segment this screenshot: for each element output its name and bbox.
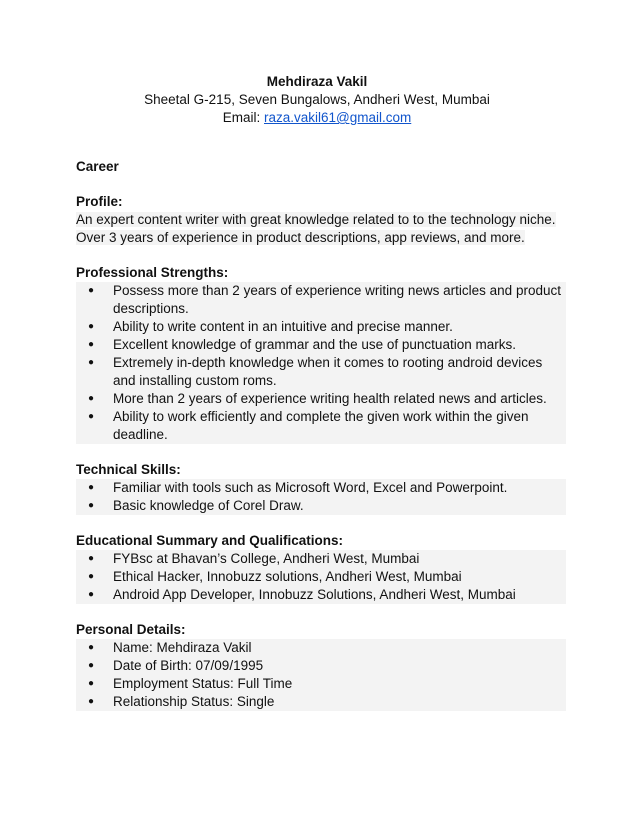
education-heading: Educational Summary and Qualifications: bbox=[76, 533, 344, 548]
bullet-icon: ● bbox=[88, 589, 95, 600]
list-item: ● FYBsc at Bhavan’s College, Andheri West, Mumbai bbox=[76, 550, 566, 568]
bullet-icon: ● bbox=[88, 500, 95, 511]
education-list bbox=[76, 550, 566, 604]
list-item: ● Ethical Hacker, Innobuzz solutions, Andheri West, Mumbai bbox=[76, 568, 566, 586]
list-item: ● Basic knowledge of Corel Draw. bbox=[76, 497, 566, 515]
candidate-name: Mehdiraza Vakil bbox=[266, 74, 368, 89]
resume-page bbox=[76, 73, 566, 711]
bullet-icon: ● bbox=[88, 571, 95, 582]
candidate-address: Sheetal G-215, Seven Bungalows, Andheri West, Mumbai bbox=[144, 92, 490, 107]
list-item: ● Familiar with tools such as Microsoft Word, Excel and Powerpoint. bbox=[76, 479, 566, 497]
bullet-icon: ● bbox=[88, 357, 95, 368]
bullet-icon: ● bbox=[88, 285, 95, 296]
list-item: ● Excellent knowledge of grammar and the use of punctuation marks. bbox=[76, 336, 566, 354]
resume-header bbox=[68, 73, 566, 127]
list-item: ● Name: Mehdiraza Vakil bbox=[76, 639, 566, 657]
list-item: ● Ability to work efficiently and complete the given work within the given deadline. bbox=[76, 408, 566, 444]
bullet-icon: ● bbox=[88, 642, 95, 653]
strengths-list bbox=[76, 282, 566, 444]
bullet-icon: ● bbox=[88, 482, 95, 493]
list-item: ● Extremely in-depth knowledge when it comes to rooting android devices and installing custom roms. bbox=[76, 354, 566, 390]
personal-details-list bbox=[76, 639, 566, 711]
bullet-icon: ● bbox=[88, 660, 95, 671]
profile-line: Over 3 years of experience in product descriptions, app reviews, and more. bbox=[76, 230, 525, 245]
strengths-heading: Professional Strengths: bbox=[76, 265, 229, 280]
list-item: ● More than 2 years of experience writing health related news and articles. bbox=[76, 390, 566, 408]
profile-heading: Profile: bbox=[76, 194, 123, 209]
list-item: ● Employment Status: Full Time bbox=[76, 675, 566, 693]
technical-skills-heading: Technical Skills: bbox=[76, 462, 181, 477]
list-item: ● Android App Developer, Innobuzz Solutions, Andheri West, Mumbai bbox=[76, 586, 566, 604]
personal-details-heading: Personal Details: bbox=[76, 622, 186, 637]
bullet-icon: ● bbox=[88, 678, 95, 689]
list-item: ● Relationship Status: Single bbox=[76, 693, 566, 711]
profile-text bbox=[76, 211, 566, 247]
list-item: ● Possess more than 2 years of experience writing news articles and product descriptions. bbox=[76, 282, 566, 318]
profile-line: An expert content writer with great knowledge related to to the technology niche. bbox=[76, 212, 556, 227]
candidate-email-line bbox=[68, 109, 566, 127]
bullet-icon: ● bbox=[88, 393, 95, 404]
email-link[interactable]: raza.vakil61@gmail.com bbox=[264, 110, 412, 125]
bullet-icon: ● bbox=[88, 696, 95, 707]
technical-skills-list bbox=[76, 479, 566, 515]
career-heading: Career bbox=[76, 159, 119, 174]
bullet-icon: ● bbox=[88, 411, 95, 422]
list-item: ● Date of Birth: 07/09/1995 bbox=[76, 657, 566, 675]
bullet-icon: ● bbox=[88, 339, 95, 350]
email-label: Email: bbox=[222, 110, 261, 125]
bullet-icon: ● bbox=[88, 321, 95, 332]
bullet-icon: ● bbox=[88, 553, 95, 564]
list-item: ● Ability to write content in an intuitive and precise manner. bbox=[76, 318, 566, 336]
